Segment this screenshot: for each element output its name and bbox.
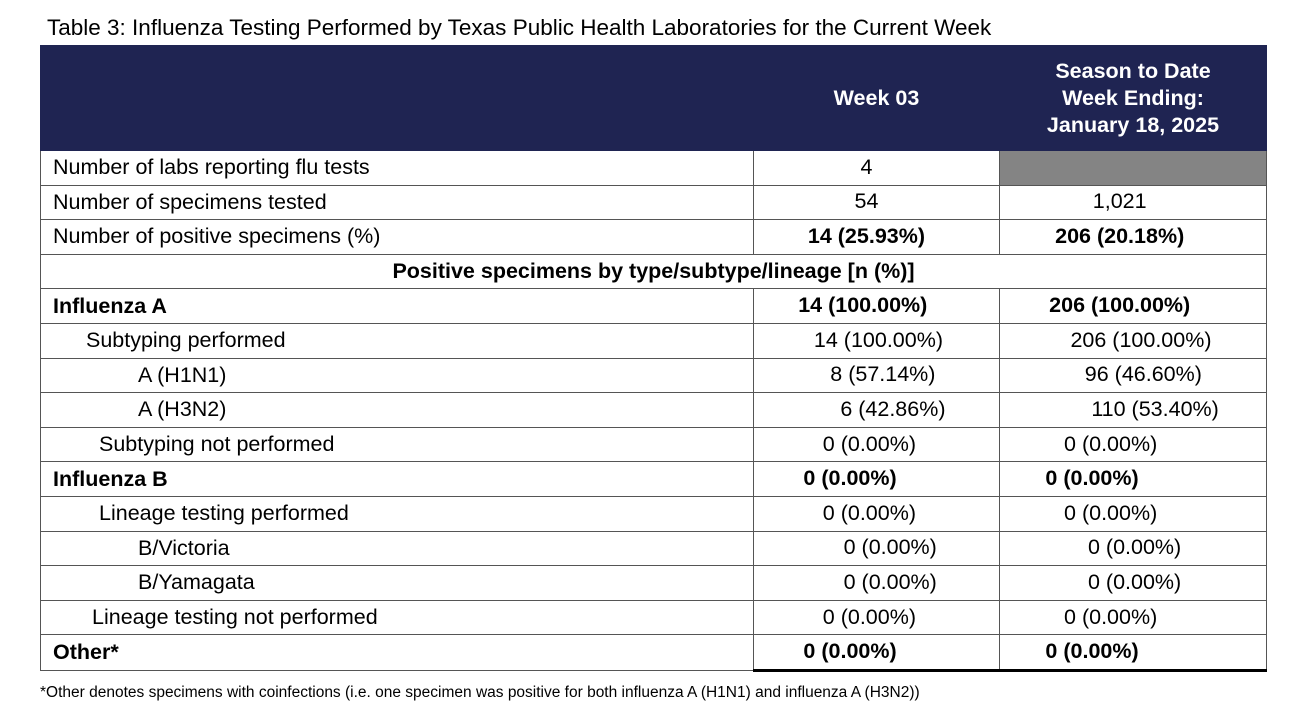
row-label: Influenza B (41, 462, 754, 497)
table-row (41, 185, 1267, 220)
week-value (754, 496, 1000, 531)
week-value (754, 462, 1000, 497)
table-row (41, 323, 1267, 358)
week-value (754, 151, 1000, 186)
row-label: Lineage testing performed (41, 496, 754, 531)
table-row (41, 427, 1267, 462)
season-value (1000, 531, 1267, 566)
week-value-text: 6 (42.86%) (840, 396, 946, 421)
header-label-cell (41, 46, 754, 151)
week-value-text: 0 (0.00%) (822, 604, 916, 629)
table-row (41, 531, 1267, 566)
season-value-text: 0 (0.00%) (1045, 639, 1139, 664)
row-label: Subtyping not performed (41, 427, 754, 462)
season-value (1000, 151, 1267, 186)
table-title: Table 3: Influenza Testing Performed by Texas Public Health Laboratories for the Current Week (47, 15, 992, 40)
week-value-text: 54 (854, 189, 879, 214)
season-value (1000, 566, 1267, 601)
table-row (41, 393, 1267, 428)
header-week: Week 03 (754, 46, 1000, 151)
season-value-text: 110 (53.40%) (1091, 396, 1219, 421)
season-value-text: 0 (0.00%) (1064, 500, 1158, 525)
header-row (41, 46, 1267, 151)
week-value-text: 0 (0.00%) (822, 500, 916, 525)
week-value (754, 323, 1000, 358)
week-value-text: 0 (0.00%) (822, 431, 916, 456)
row-label: Other* (41, 635, 754, 671)
footnote: *Other denotes specimens with coinfections (i.e. one specimen was positive for both influenza A (H1N1) and influenza A (H3N2)) (40, 684, 920, 701)
table-row (41, 220, 1267, 255)
season-value-text: 1,021 (1092, 189, 1147, 214)
season-value (1000, 462, 1267, 497)
table-row (41, 600, 1267, 635)
week-value-text: 14 (100.00%) (798, 293, 928, 318)
header-season-line3: January 18, 2025 (1046, 112, 1220, 137)
week-value (754, 220, 1000, 255)
season-value-text: 206 (100.00%) (1070, 327, 1212, 352)
table-row (41, 635, 1267, 671)
week-value (754, 566, 1000, 601)
table-row (41, 358, 1267, 393)
table-row (41, 462, 1267, 497)
header-season-line1: Season to Date (1055, 58, 1211, 83)
table-row (41, 289, 1267, 324)
week-value (754, 358, 1000, 393)
week-value-text: 8 (57.14%) (830, 362, 936, 387)
season-value (1000, 600, 1267, 635)
section-row (41, 254, 1267, 289)
week-value (754, 600, 1000, 635)
week-value-text: 14 (100.00%) (813, 327, 943, 352)
row-label: Subtyping performed (41, 323, 754, 358)
week-value-text: 4 (860, 154, 873, 179)
season-value (1000, 185, 1267, 220)
week-value (754, 427, 1000, 462)
row-label: Number of specimens tested (41, 185, 754, 220)
season-value (1000, 358, 1267, 393)
season-value-text: 0 (0.00%) (1087, 569, 1182, 594)
row-label: B/Victoria (41, 531, 754, 566)
week-value (754, 635, 1000, 671)
row-label: Number of labs reporting flu tests (41, 151, 754, 186)
row-label: Lineage testing not performed (41, 600, 754, 635)
season-value-text: 0 (0.00%) (1064, 604, 1158, 629)
season-value-text: 0 (0.00%) (1064, 431, 1158, 456)
week-value-text: 0 (0.00%) (843, 569, 937, 594)
season-value-text: 206 (100.00%) (1049, 293, 1191, 318)
season-value-text: 206 (20.18%) (1055, 223, 1185, 248)
season-value (1000, 635, 1267, 671)
season-value-text: 96 (46.60%) (1084, 362, 1202, 387)
row-label: A (H3N2) (41, 393, 754, 428)
season-value (1000, 323, 1267, 358)
influenza-testing-table (40, 45, 1267, 672)
header-season-line2: Week Ending: (1062, 85, 1204, 110)
season-value (1000, 393, 1267, 428)
season-value (1000, 220, 1267, 255)
table-row (41, 566, 1267, 601)
week-value (754, 289, 1000, 324)
week-value-text: 14 (25.93%) (807, 223, 926, 248)
season-value-text: 0 (0.00%) (1045, 466, 1139, 491)
season-value-text: 0 (0.00%) (1087, 535, 1182, 560)
week-value-text: 0 (0.00%) (803, 466, 897, 491)
row-label: B/Yamagata (41, 566, 754, 601)
season-value (1000, 289, 1267, 324)
week-value-text: 0 (0.00%) (843, 535, 937, 560)
week-value (754, 393, 1000, 428)
row-label: A (H1N1) (41, 358, 754, 393)
season-value (1000, 496, 1267, 531)
header-season (1000, 46, 1267, 151)
table-row (41, 496, 1267, 531)
section-label: Positive specimens by type/subtype/lineage [n (%)] (41, 254, 1267, 289)
season-value (1000, 427, 1267, 462)
row-label: Number of positive specimens (%) (41, 220, 754, 255)
week-value (754, 185, 1000, 220)
week-value (754, 531, 1000, 566)
table-row (41, 151, 1267, 186)
week-value-text: 0 (0.00%) (803, 639, 897, 664)
row-label: Influenza A (41, 289, 754, 324)
